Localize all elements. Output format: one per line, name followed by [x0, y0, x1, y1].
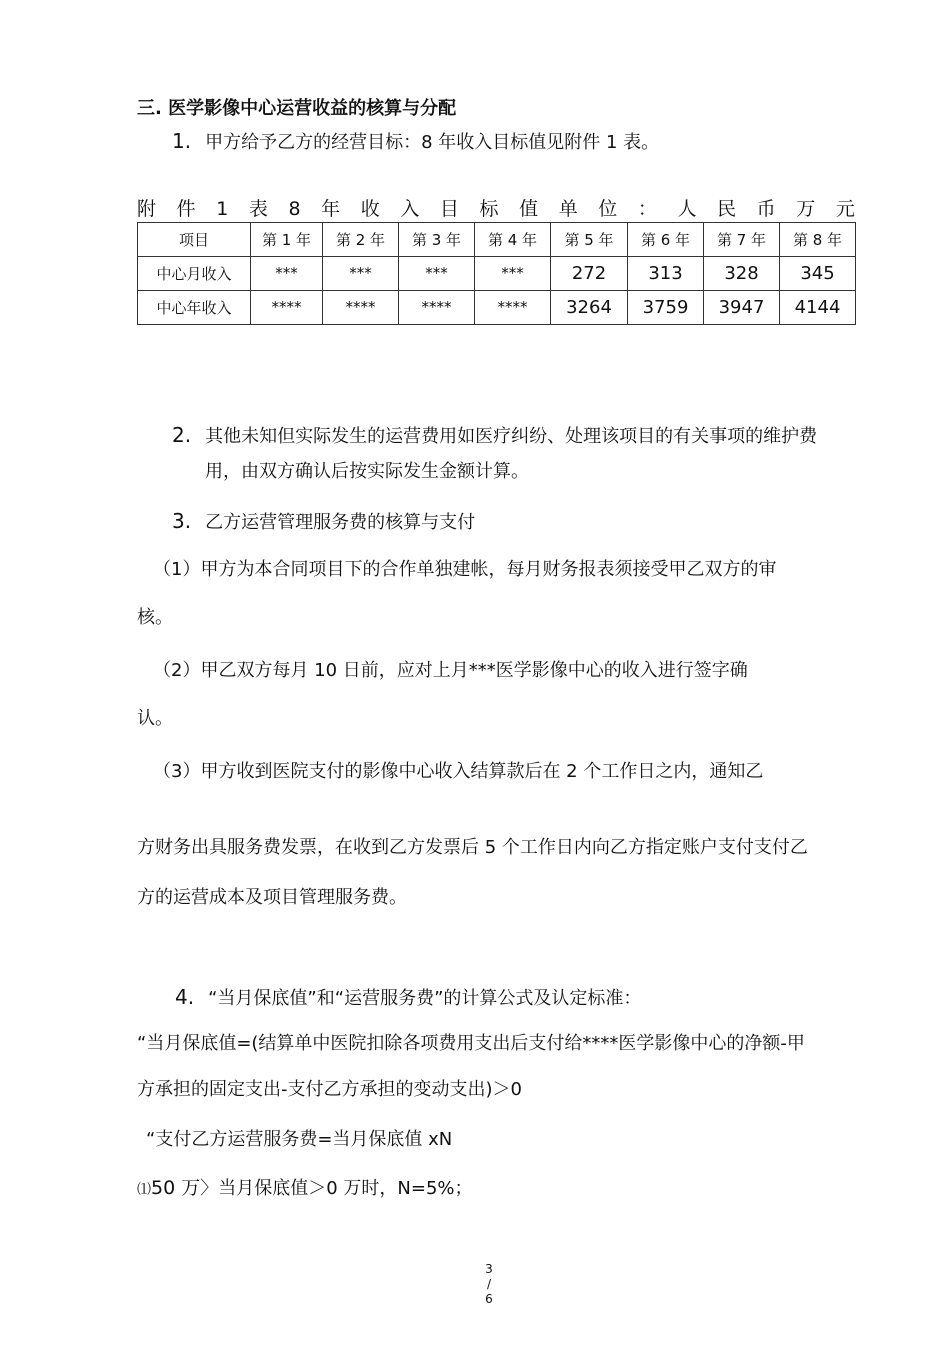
table-cell: ***	[251, 257, 323, 291]
table-header-cell: 第 8 年	[780, 223, 856, 257]
table-header-row	[138, 223, 856, 257]
table-caption-char: 万	[796, 198, 816, 220]
item-4-number: 4.	[175, 985, 195, 1009]
table-header-cell: 项目	[138, 223, 251, 257]
condition-1-text: 〉当月保底值＞0 万时，N=5%；	[200, 1178, 473, 1199]
table-caption-char: 入	[400, 198, 420, 220]
table-header-cell: 第 7 年	[704, 223, 780, 257]
table-caption-char: 1	[216, 198, 229, 220]
table-caption-char: 人	[677, 198, 697, 220]
table-cell: 3759	[628, 291, 704, 325]
table-cell: ****	[251, 291, 323, 325]
table-cell: ****	[323, 291, 399, 325]
table-cell: 3264	[551, 291, 628, 325]
table-cell: ****	[475, 291, 551, 325]
table-row	[138, 291, 856, 325]
table-caption-char: 件	[176, 198, 196, 220]
section-heading: 三. 医学影像中心运营收益的核算与分配	[137, 98, 457, 119]
table-header-cell: 第 6 年	[628, 223, 704, 257]
item-1-text: 甲方给予乙方的经营目标：8 年收入目标值见附件 1 表。	[205, 132, 660, 153]
item-4	[175, 985, 641, 1011]
table-caption-char: 年	[321, 198, 341, 220]
item-2-line-1: 其他未知但实际发生的运营费用如医疗纠纷、处理该项目的有关事项的维护费	[205, 426, 818, 447]
page-number-total: 6	[485, 1292, 493, 1306]
sub-item-3-line-1: （3）甲方收到医院支付的影像中心收入结算款后在 2 个工作日之内，通知乙	[153, 761, 764, 782]
revenue-target-table	[137, 222, 856, 325]
page-number-separator: /	[486, 1277, 492, 1291]
sub-item-3-line-3: 方的运营成本及项目管理服务费。	[137, 887, 407, 908]
table-cell: 313	[628, 257, 704, 291]
table-header-cell: 第 2 年	[323, 223, 399, 257]
sub-item-2-line-1: （2）甲乙双方每月 10 日前，应对上月***医学影像中心的收入进行签字确	[153, 660, 748, 681]
table-cell: 272	[551, 257, 628, 291]
item-2	[172, 423, 817, 449]
table-cell: 4144	[780, 291, 856, 325]
item-2-line-2: 用，由双方确认后按实际发生金额计算。	[205, 461, 529, 482]
condition-1-amount: 50 万	[151, 1177, 201, 1199]
item-1-number: 1.	[172, 129, 192, 153]
table-caption-char: 元	[835, 198, 855, 220]
item-3-number: 3.	[172, 509, 192, 533]
table-header-cell: 第 1 年	[251, 223, 323, 257]
item-2-number: 2.	[172, 423, 192, 447]
table-row-label: 中心年收入	[138, 291, 251, 325]
item-1	[172, 129, 659, 155]
sub-item-1-line-1: （1）甲方为本合同项目下的合作单独建帐，每月财务报表须接受甲乙双方的审	[153, 559, 777, 580]
item-3	[172, 509, 475, 535]
table-cell: ***	[323, 257, 399, 291]
table-cell: 345	[780, 257, 856, 291]
table-caption-char: 8	[288, 198, 301, 220]
table-caption-char: 单	[558, 198, 578, 220]
sub-item-1-line-2: 核。	[137, 607, 173, 628]
item-4-text: “当月保底值”和“运营服务费”的计算公式及认定标准：	[208, 988, 642, 1009]
table-caption-char: 收	[360, 198, 380, 220]
table-caption-char: 位	[598, 198, 618, 220]
sub-item-2-line-2: 认。	[137, 708, 173, 729]
formula-1-line-2: 方承担的固定支出-支付乙方承担的变动支出)＞0	[137, 1079, 522, 1100]
table-caption-char: 币	[756, 198, 776, 220]
formula-1-line-1: “当月保底值=(结算单中医院扣除各项费用支出后支付给****医学影像中心的净额-甲	[137, 1033, 805, 1054]
page-number	[479, 1262, 499, 1307]
table-row-label: 中心月收入	[138, 257, 251, 291]
page-number-current: 3	[485, 1262, 493, 1276]
table-header-cell: 第 4 年	[475, 223, 551, 257]
table-caption-char: 表	[248, 198, 268, 220]
condition-1	[137, 1176, 473, 1202]
condition-1-prefix: ⑴	[137, 1182, 151, 1198]
table-caption-char: 附	[137, 198, 157, 220]
table-caption-char: 值	[519, 198, 539, 220]
table-header-cell: 第 3 年	[399, 223, 475, 257]
table-caption-char: ：	[637, 198, 657, 220]
table-cell: ***	[399, 257, 475, 291]
table-header-cell: 第 5 年	[551, 223, 628, 257]
table-caption-char: 民	[717, 198, 737, 220]
table-cell: 3947	[704, 291, 780, 325]
table-cell: ****	[399, 291, 475, 325]
table-caption-char: 标	[479, 198, 499, 220]
table-caption-char: 目	[439, 198, 459, 220]
item-3-text: 乙方运营管理服务费的核算与支付	[205, 512, 476, 533]
table-cell: ***	[475, 257, 551, 291]
table-caption	[137, 197, 855, 221]
table-row	[138, 257, 856, 291]
formula-2: “支付乙方运营服务费=当月保底值 xN	[146, 1129, 453, 1150]
table-cell: 328	[704, 257, 780, 291]
sub-item-3-line-2: 方财务出具服务费发票，在收到乙方发票后 5 个工作日内向乙方指定账户支付支付乙	[137, 837, 808, 858]
